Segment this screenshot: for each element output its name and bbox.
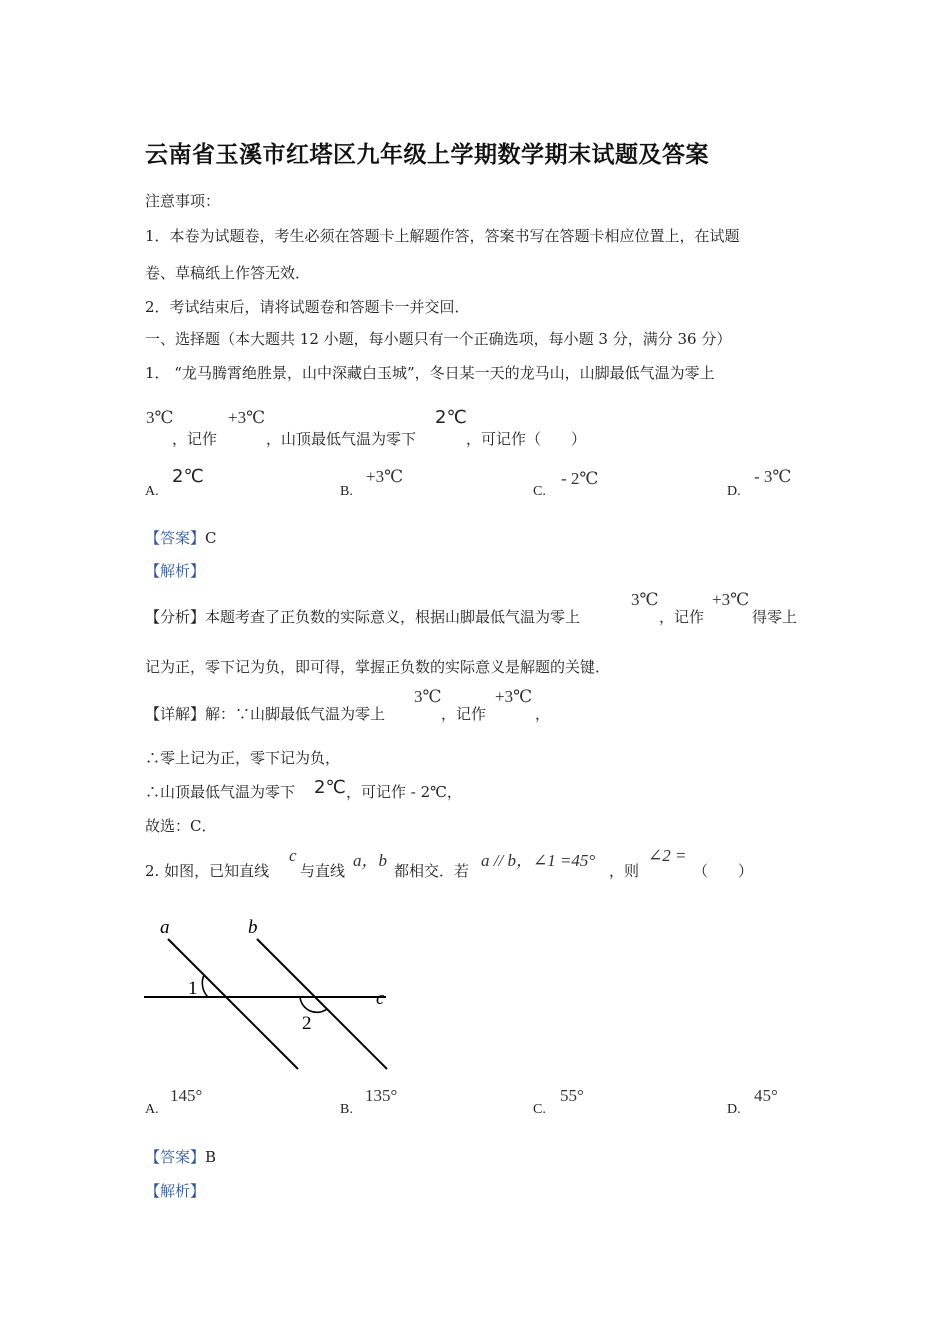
q1-stem-line1: 1． “龙马腾霄绝胜景，山中深藏白玉城”，冬日某一天的龙马山，山脚最低气温为零上 — [145, 364, 715, 382]
fenxi-math-plus3c: +3℃ — [712, 590, 750, 609]
fenxi-text-c: 得零上 — [752, 608, 798, 626]
q2-math-ab: a，b — [353, 851, 387, 870]
fenxi-text-d: 记为正，零下记为负，即可得，掌握正负数的实际意义是解题的关键． — [145, 658, 611, 676]
q1-option-b-label: B. — [340, 484, 353, 499]
notice-item-2: 2．考试结束后，请将试题卷和答题卡一并交回． — [145, 298, 470, 316]
fenxi-text-b: ，记作 — [659, 608, 705, 626]
q2-option-d-value: 45° — [754, 1086, 778, 1105]
answer-tag: 【答案】 — [145, 529, 206, 547]
xiangjie-text-c: ， — [535, 705, 551, 723]
q2-figure — [130, 905, 400, 1085]
q1-math-3c: 3℃ — [146, 408, 174, 427]
q1-answer — [145, 527, 217, 548]
notice-item-1a: 1．本卷为试题卷，考生必须在答题卡上解题作答，答案书写在答题卡相应位置上，在试题 — [145, 227, 740, 245]
label-2: 2 — [302, 1013, 312, 1034]
q2-math-c: c — [289, 846, 297, 865]
q2-option-a-value: 145° — [170, 1086, 203, 1105]
xiangjie-text-b: ，记作 — [441, 705, 487, 723]
q1-text-jizuo: ，记作 — [172, 430, 218, 448]
q2-answer — [145, 1146, 216, 1167]
q1-conclusion: 故选：C． — [145, 817, 217, 835]
xiangjie-math-3c: 3℃ — [414, 687, 442, 706]
q1-text-kejizuo: ，可记作（ ） — [466, 430, 587, 448]
q1-option-d-label: D. — [727, 484, 741, 499]
q1-xiangjie-line1 — [145, 703, 385, 724]
notice-heading: 注意事项： — [145, 192, 221, 210]
q1-line-top-math: 2℃ — [314, 777, 346, 798]
xiangjie-text-a: 解：∵山脚最低气温为零上 — [205, 705, 386, 723]
answer-value: B — [205, 1148, 217, 1166]
q1-option-c-label: C. — [533, 484, 546, 499]
fenxi-math-3c: 3℃ — [631, 590, 659, 609]
q1-math-2c: 2℃ — [435, 407, 467, 428]
fenxi-text-a: 本题考查了正负数的实际意义，根据山脚最低气温为零上 — [205, 608, 581, 626]
q1-option-b-value: +3℃ — [366, 467, 404, 486]
q1-line-top-b: ，可记作 - 2℃， — [346, 783, 462, 801]
q2-math-condition: a // b，∠1 =45° — [481, 851, 596, 870]
notice-item-1b: 卷、草稿纸上作答无效． — [145, 264, 311, 282]
label-b: b — [248, 917, 258, 938]
q2-text-d: ，则 — [609, 862, 640, 880]
line-a — [168, 939, 298, 1069]
q2-option-d-label: D. — [727, 1102, 741, 1117]
q2-text-c: 都相交．若 — [394, 862, 470, 880]
label-1: 1 — [188, 978, 198, 999]
section-heading: 一、选择题（本大题共 12 小题，每小题只有一个正确选项，每小题 3 分，满分 36 分） — [145, 330, 732, 348]
q1-option-d-value: - 3℃ — [754, 467, 792, 486]
label-a: a — [160, 917, 170, 938]
q2-math-ask: ∠2 = — [648, 846, 687, 865]
q2-text-a: 2. 如图，已知直线 — [145, 862, 270, 880]
q1-fenxi-line1 — [145, 606, 580, 627]
q2-text-b: 与直线 — [300, 862, 346, 880]
label-c: c — [376, 988, 385, 1009]
q2-jiexi-tag: 【解析】 — [145, 1182, 206, 1200]
q1-math-plus3c: +3℃ — [228, 408, 266, 427]
line-b — [257, 939, 387, 1069]
answer-tag: 【答案】 — [145, 1148, 206, 1166]
q2-option-c-value: 55° — [560, 1086, 584, 1105]
q1-option-a-label: A. — [145, 484, 159, 499]
q2-option-c-label: C. — [533, 1102, 546, 1117]
xiangjie-tag: 【详解】 — [145, 705, 206, 723]
answer-value: C — [205, 529, 217, 547]
q2-option-b-value: 135° — [365, 1086, 398, 1105]
q1-option-c-value: - 2℃ — [561, 469, 599, 488]
q2-option-b-label: B. — [340, 1102, 353, 1117]
page-title: 云南省玉溪市红塔区九年级上学期数学期末试题及答案 — [145, 141, 709, 168]
q1-jiexi-tag: 【解析】 — [145, 562, 206, 580]
q1-text-shanding: ，山顶最低气温为零下 — [266, 430, 417, 448]
q1-line-zero: ∴零上记为正，零下记为负， — [145, 749, 341, 767]
q2-option-a-label: A. — [145, 1102, 159, 1117]
xiangjie-math-plus3c: +3℃ — [495, 687, 533, 706]
q1-option-a-value: 2℃ — [172, 466, 204, 487]
fenxi-tag: 【分析】 — [145, 608, 206, 626]
q1-line-top-a: ∴山顶最低气温为零下 — [145, 783, 296, 801]
q2-text-e: （ ） — [693, 862, 754, 880]
